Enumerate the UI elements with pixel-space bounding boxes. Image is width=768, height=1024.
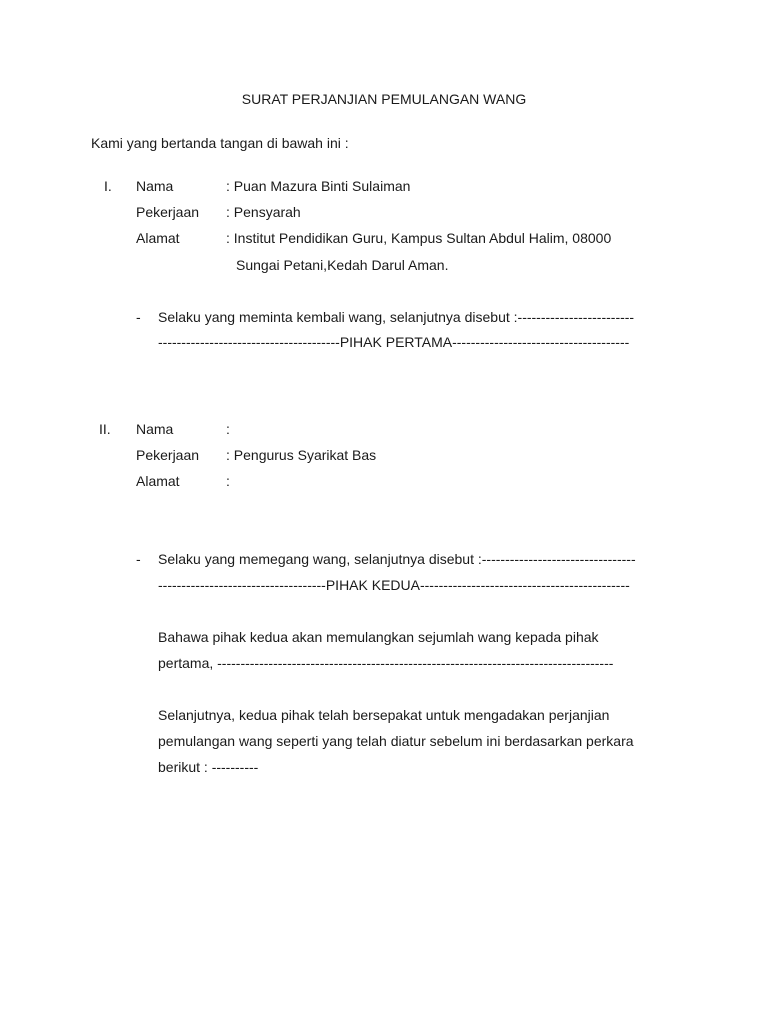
document-title: SURAT PERJANJIAN PEMULANGAN WANG [241,91,527,107]
party1-role-line2: ---------------------------------------PIHAK PERTAMA-------------------------------------- [158,334,630,350]
party1-role-line1: Selaku yang meminta kembali wang, selanjutnya disebut :------------------------- [158,309,635,325]
paragraph1-line2: pertama, ------------------------------------------------------------------------------------- [158,655,614,671]
party2-address-value: : [226,473,230,489]
party1-name-value: : Puan Mazura Binti Sulaiman [226,178,411,194]
party2-role-bullet: - [136,551,141,567]
party1-job-value: : Pensyarah [226,204,301,220]
paragraph2-line1: Selanjutnya, kedua pihak telah bersepakat untuk mengadakan perjanjian [158,707,610,723]
party1-address-label: Alamat [136,230,180,246]
intro-text: Kami yang bertanda tangan di bawah ini : [91,135,349,151]
party1-job-label: Pekerjaan [136,204,200,220]
party2-address-label: Alamat [136,473,180,489]
paragraph1-line1: Bahawa pihak kedua akan memulangkan sejumlah wang kepada pihak [158,629,599,645]
party1-name-label: Nama [136,178,174,194]
party2-numeral: II. [99,421,111,437]
party1-role-bullet: - [136,309,141,325]
party2-job-value: : Pengurus Syarikat Bas [226,447,377,463]
party2-job-label: Pekerjaan [136,447,200,463]
party1-numeral: I. [104,178,112,194]
party2-role-line1: Selaku yang memegang wang, selanjutnya disebut :--------------------------------- [158,551,636,567]
party2-name-value: : [226,421,230,437]
paragraph2-line3: berikut : ---------- [158,759,259,775]
party2-name-label: Nama [136,421,174,437]
party1-address-line1: : Institut Pendidikan Guru, Kampus Sultan Abdul Halim, 08000 [226,230,612,246]
party1-address-line2: Sungai Petani,Kedah Darul Aman. [236,257,449,273]
paragraph2-line2: pemulangan wang seperti yang telah diatur sebelum ini berdasarkan perkara [158,733,634,749]
party2-role-line2: ------------------------------------PIHAK KEDUA--------------------------------------------- [158,577,630,593]
